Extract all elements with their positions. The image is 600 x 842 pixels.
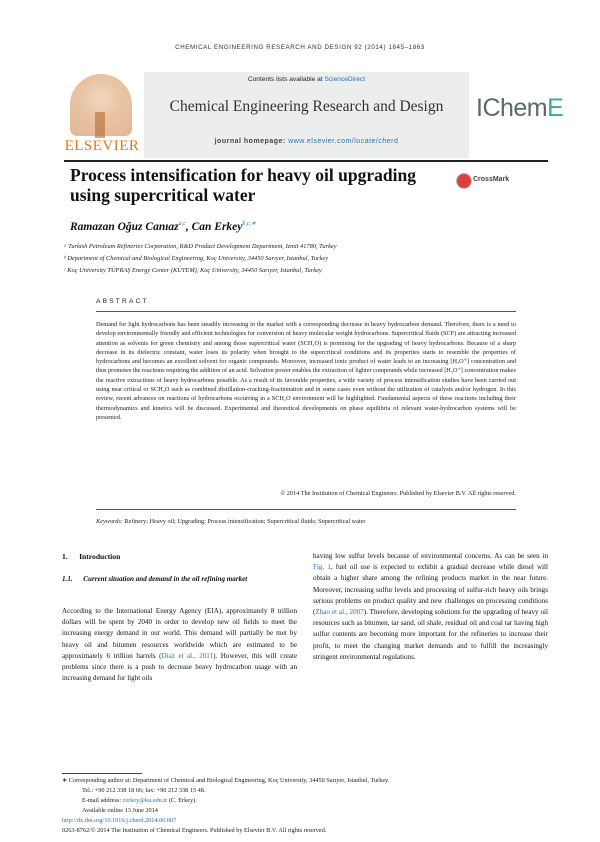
citation-link[interactable]: Diaz et al., 2011 — [161, 651, 214, 660]
publisher-name: ELSEVIER — [64, 138, 140, 154]
elsevier-logo[interactable] — [64, 72, 140, 156]
footnote-issn: 0263-8762/© 2014 The Institution of Chemical Engineers. Published by Elsevier B.V. All rights reserved. — [62, 827, 327, 834]
journal-title: Chemical Engineering Research and Design — [169, 98, 444, 115]
footnote-corresponding: ∗ Corresponding author at: Department of Chemical and Biological Engineering, Koç University, 34450 Sarıyer, Istanbul, Turkey. — [62, 777, 390, 784]
crossmark-label: CrossMark — [473, 176, 510, 183]
abstract-copyright: © 2014 The Institution of Chemical Engineers. Published by Elsevier B.V. All rights reserved. — [280, 490, 516, 497]
header-rule — [64, 160, 548, 162]
footnote-email: E-mail address: cerkey@ku.edu.tr (C. Erkey). — [82, 797, 197, 804]
email-link[interactable]: cerkey@ku.edu.tr — [122, 797, 168, 804]
citation-link[interactable]: Zhao et al., 2007 — [315, 608, 364, 617]
running-header: CHEMICAL ENGINEERING RESEARCH AND DESIGN 92 (2014) 1845–1863 — [175, 44, 425, 51]
affiliation: ᵇ Department of Chemical and Biological Engineering, Koç University, 34450 Sarıyer, Istanbul, Turkey — [64, 255, 329, 262]
subsection-heading: 1.1. Current situation and demand in the oil refining market — [62, 575, 248, 583]
body-paragraph-right: having low sulfur levels because of environmental concerns. As can be seen in Fig. 1, fuel oil use is expected to exhibit a gradual decrease while diesel will obtain a higher share among the refining products market in the near future. Moreover, increasing sulfur levels and processing of sulfur-rich heavy oils brings serious problems on product quality and new challenges on processing conditions (Zhao et al., 2007). Therefore, developing solutions for the upgrading of heavy oil resources such as bitumen, tar sand, oil shale, residual oil and coal tar having high sulfur contents are becoming more important for the refineries to increase their profit, to meet the changing market demands and to fulfill the increasingly stringent environmental regulations. — [313, 552, 548, 661]
section-heading: 1. Introduction — [62, 552, 121, 561]
footnote-received: Available online 13 June 2014 — [82, 807, 158, 814]
contents-line: Contents lists available at ScienceDirect — [247, 76, 366, 83]
affiliation: ᶜ Koç University TÜPRAŞ Energy Center (KÜTEM), Koç University, 34450 Sarıyer, Istanbul, Turkey — [64, 267, 322, 274]
homepage-link[interactable]: www.elsevier.com/locate/cherd — [288, 138, 399, 145]
journal-homepage: journal homepage: www.elsevier.com/locate/cherd — [214, 138, 399, 145]
affiliation: ᵃ Turkish Petroleum Refineries Corporation, R&D Product Development Department, Izmit 41780, Turkey — [64, 243, 337, 250]
body-paragraph-left: According to the International Energy Agency (EIA), approximately 8 trillion dollars will be spent by 2040 in order to develop new oil fields to meet the increasing energy demand in our world. This demand will partially be met by heavy oil and bitumen resources worldwide which are estimated to be approximately 6 trillion barrels (Diaz et al., 2011). However, this will create problems since there is a push to decrease heavy hydrocarbon usage with an increasing demand for light oils — [62, 607, 297, 683]
journal-banner — [64, 72, 564, 158]
keywords: Keywords: Refinery; Heavy oil; Upgrading; Process intensification; Supercritical fluids; Supercritical water — [96, 518, 366, 525]
sciencedirect-link[interactable]: ScienceDirect — [324, 76, 366, 83]
abstract-heading: ABSTRACT — [96, 298, 149, 305]
author-list: Ramazan Oğuz Canıaz$^{a,c}$, Can Erkey$^{b,c,∗}$ — [70, 220, 257, 233]
footnote-rule — [62, 773, 142, 774]
abstract-rule-bottom — [96, 509, 516, 510]
author-name[interactable]: Can Erkey — [191, 220, 243, 233]
abstract-text: Demand for light hydrocarbons has been steadily increasing in the market with a corresponding decrease in heavy hydrocarbon demand. Therefore, there is a need to develop environmentally friendly and efficient technologies for conversion of heavy molecular weight hydrocarbons. Supercritical fluids (SCF) are attracting increased attention as solvents for green chemistry and among those supercritical water (SCH₂O) is promising for the upgrading of heavy hydrocarbons. Because of a sharp decrease in its dielectric constant, water loses its polarity when brought to the supercritical conditions and its properties starts to resemble the properties of hydrocarbons and becomes an excellent solvent for organic compounds. Moreover, increased ionic product of water leads to an increasing [H₃O⁺] concentration and thus promotes the reactions requiring the addition of an acid. Solvation power enables the extraction of lighter compounds while increased [H₃O⁺] concentration makes the reactive extractions of heavy hydrocarbons possible. As a result of its favorable properties, a wide variety of process intensification studies have been carried out using near critical or SCH₂O such as combined distillation-cracking-fractionation and in some cases even without the utilization of catalysts and/or hydrogen. In this review, recent advances on reactions of hydrocarbons occurring in a SCH₂O environment will be highlighted. Fundamental aspects of these reactions including their thermodynamics and kinetics will be discussed. Experimental and theoretical developments on phase equilibria of relevant water-hydrocarbon systems will be presented. — [96, 321, 516, 421]
tree-trunk — [95, 112, 105, 138]
footnote-tel: Tel.: +90 212 338 18 66; fax: +90 212 338 15 48. — [82, 787, 206, 794]
author-name[interactable]: Ramazan Oğuz Canıaz — [70, 220, 179, 233]
figure-link[interactable]: Fig. 1 — [313, 563, 331, 572]
article-title: Process intensification for heavy oil upgrading using supercritical water — [70, 165, 416, 205]
abstract-rule-top — [96, 311, 516, 312]
ichem-logo[interactable]: IChemE — [476, 94, 564, 122]
crossmark-badge[interactable] — [456, 172, 546, 190]
doi-link[interactable]: http://dx.doi.org/10.1016/j.cherd.2014.06.007 — [62, 817, 177, 824]
crossmark-icon — [456, 173, 472, 189]
